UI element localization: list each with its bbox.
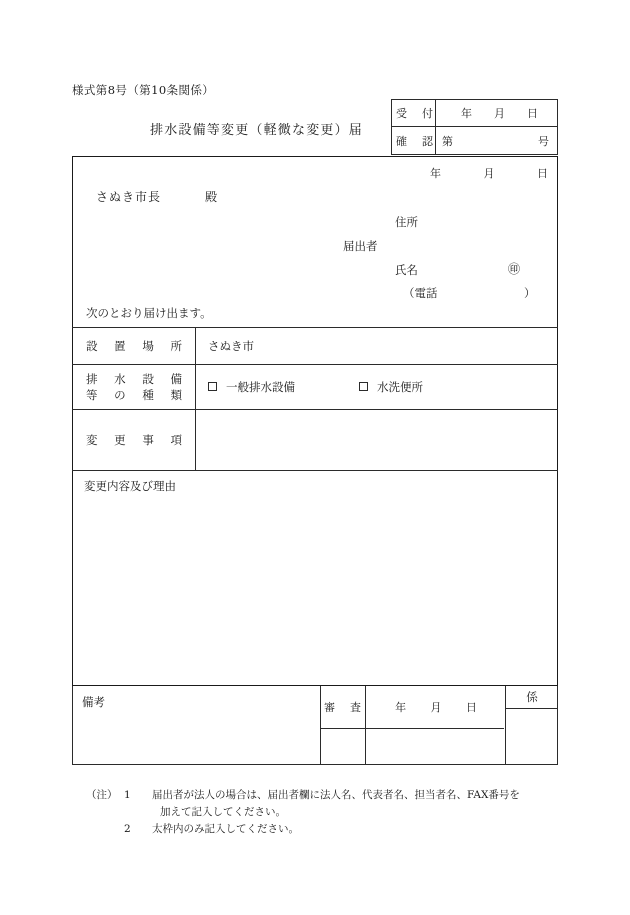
label-char: 等 xyxy=(86,387,98,402)
review-month: 月 xyxy=(430,701,442,714)
checkbox-icon[interactable] xyxy=(359,382,368,391)
label-char: 項 xyxy=(170,432,182,447)
footnote-text: 太枠内のみ記入してください。 xyxy=(152,823,299,835)
installation-location-label xyxy=(73,327,195,364)
addressee-label: さぬき市長 xyxy=(96,190,162,204)
table-divider-4 xyxy=(72,470,558,471)
checkbox-flush-toilet-label: 水洗便所 xyxy=(377,379,423,394)
remarks-review-table xyxy=(72,686,558,765)
label-char: 排 xyxy=(86,371,98,386)
applicant-telephone-label: （電話 xyxy=(403,286,438,300)
label-char: の xyxy=(114,387,126,402)
receipt-box xyxy=(391,99,558,155)
page-title: 排水設備等変更（軽微な変更）届 xyxy=(150,123,364,138)
form-number: 様式第8号（第10条関係） xyxy=(72,83,215,97)
confirmation-label: 確 認 xyxy=(392,127,436,154)
checkbox-icon[interactable] xyxy=(208,382,217,391)
applicant-label: 届出者 xyxy=(343,239,378,253)
label-char: 事 xyxy=(142,432,154,447)
submission-year: 年 xyxy=(430,167,441,180)
label-char: 備 xyxy=(170,371,182,386)
checkbox-flush-toilet[interactable] xyxy=(359,379,423,395)
intro-text: 次のとおり届け出ます。 xyxy=(86,306,212,320)
footnote-item xyxy=(86,787,586,804)
applicant-telephone-close: ） xyxy=(524,286,536,300)
label-char: 変 xyxy=(86,432,98,447)
footnote-marker: （注） xyxy=(86,789,118,801)
reception-day: 日 xyxy=(527,107,538,120)
facility-type-options xyxy=(196,364,558,409)
footnote-number: 2 xyxy=(124,823,131,835)
reception-year: 年 xyxy=(461,107,472,120)
checkbox-general-drainage[interactable] xyxy=(208,379,295,395)
submission-date-field[interactable] xyxy=(430,165,548,181)
staff-label: 係 xyxy=(526,690,538,704)
reception-label: 受 付 xyxy=(392,100,436,126)
confirmation-suffix: 号 xyxy=(538,134,549,148)
label-char: 置 xyxy=(114,338,126,353)
change-items-label xyxy=(73,409,195,470)
applicant-address-label: 住所 xyxy=(395,215,418,229)
footnote-item xyxy=(86,821,586,838)
footnote-text: 届出者が法人の場合は、届出者欄に法人名、代表者名、担当者名、FAX番号を xyxy=(152,789,520,801)
facility-type-label xyxy=(73,364,195,409)
label-char: 類 xyxy=(170,387,182,402)
reception-month: 月 xyxy=(494,107,505,120)
label-char: 種 xyxy=(142,387,154,402)
label-char: 更 xyxy=(114,432,126,447)
change-items-value[interactable] xyxy=(196,409,558,470)
remarks-label: 備考 xyxy=(82,695,105,709)
applicant-name-label: 氏名 xyxy=(395,263,418,277)
bt-staff-divider xyxy=(505,708,557,709)
label-char: 設 xyxy=(86,338,98,353)
submission-month: 月 xyxy=(483,167,495,180)
review-date-field[interactable] xyxy=(373,686,499,728)
review-label: 審 査 xyxy=(324,701,363,714)
confirmation-number-field[interactable] xyxy=(436,127,557,154)
checkbox-general-drainage-label: 一般排水設備 xyxy=(226,379,295,394)
review-year: 年 xyxy=(395,701,407,714)
receipt-row-confirmation xyxy=(392,127,557,154)
confirmation-prefix: 第 xyxy=(442,134,453,148)
review-day: 日 xyxy=(465,701,477,714)
addressee-honorific: 殿 xyxy=(205,190,218,204)
submission-day: 日 xyxy=(537,167,548,180)
footnotes xyxy=(86,787,586,838)
label-char: 設 xyxy=(142,371,154,386)
footnote-continuation: 加えて記入してください。 xyxy=(160,806,286,818)
label-char: 水 xyxy=(114,371,126,386)
footnote-number: 1 xyxy=(124,789,131,801)
change-details-label: 変更内容及び理由 xyxy=(84,479,176,493)
seal-icon: ㊞ xyxy=(508,262,521,276)
installation-location-value[interactable]: さぬき市 xyxy=(208,338,254,353)
bt-row-divider xyxy=(320,728,504,729)
label-char: 場 xyxy=(142,338,154,353)
receipt-row-reception xyxy=(392,100,557,127)
reception-date-field[interactable] xyxy=(436,100,557,126)
label-char: 所 xyxy=(170,338,182,353)
footnote-marker-spacer xyxy=(86,821,124,838)
